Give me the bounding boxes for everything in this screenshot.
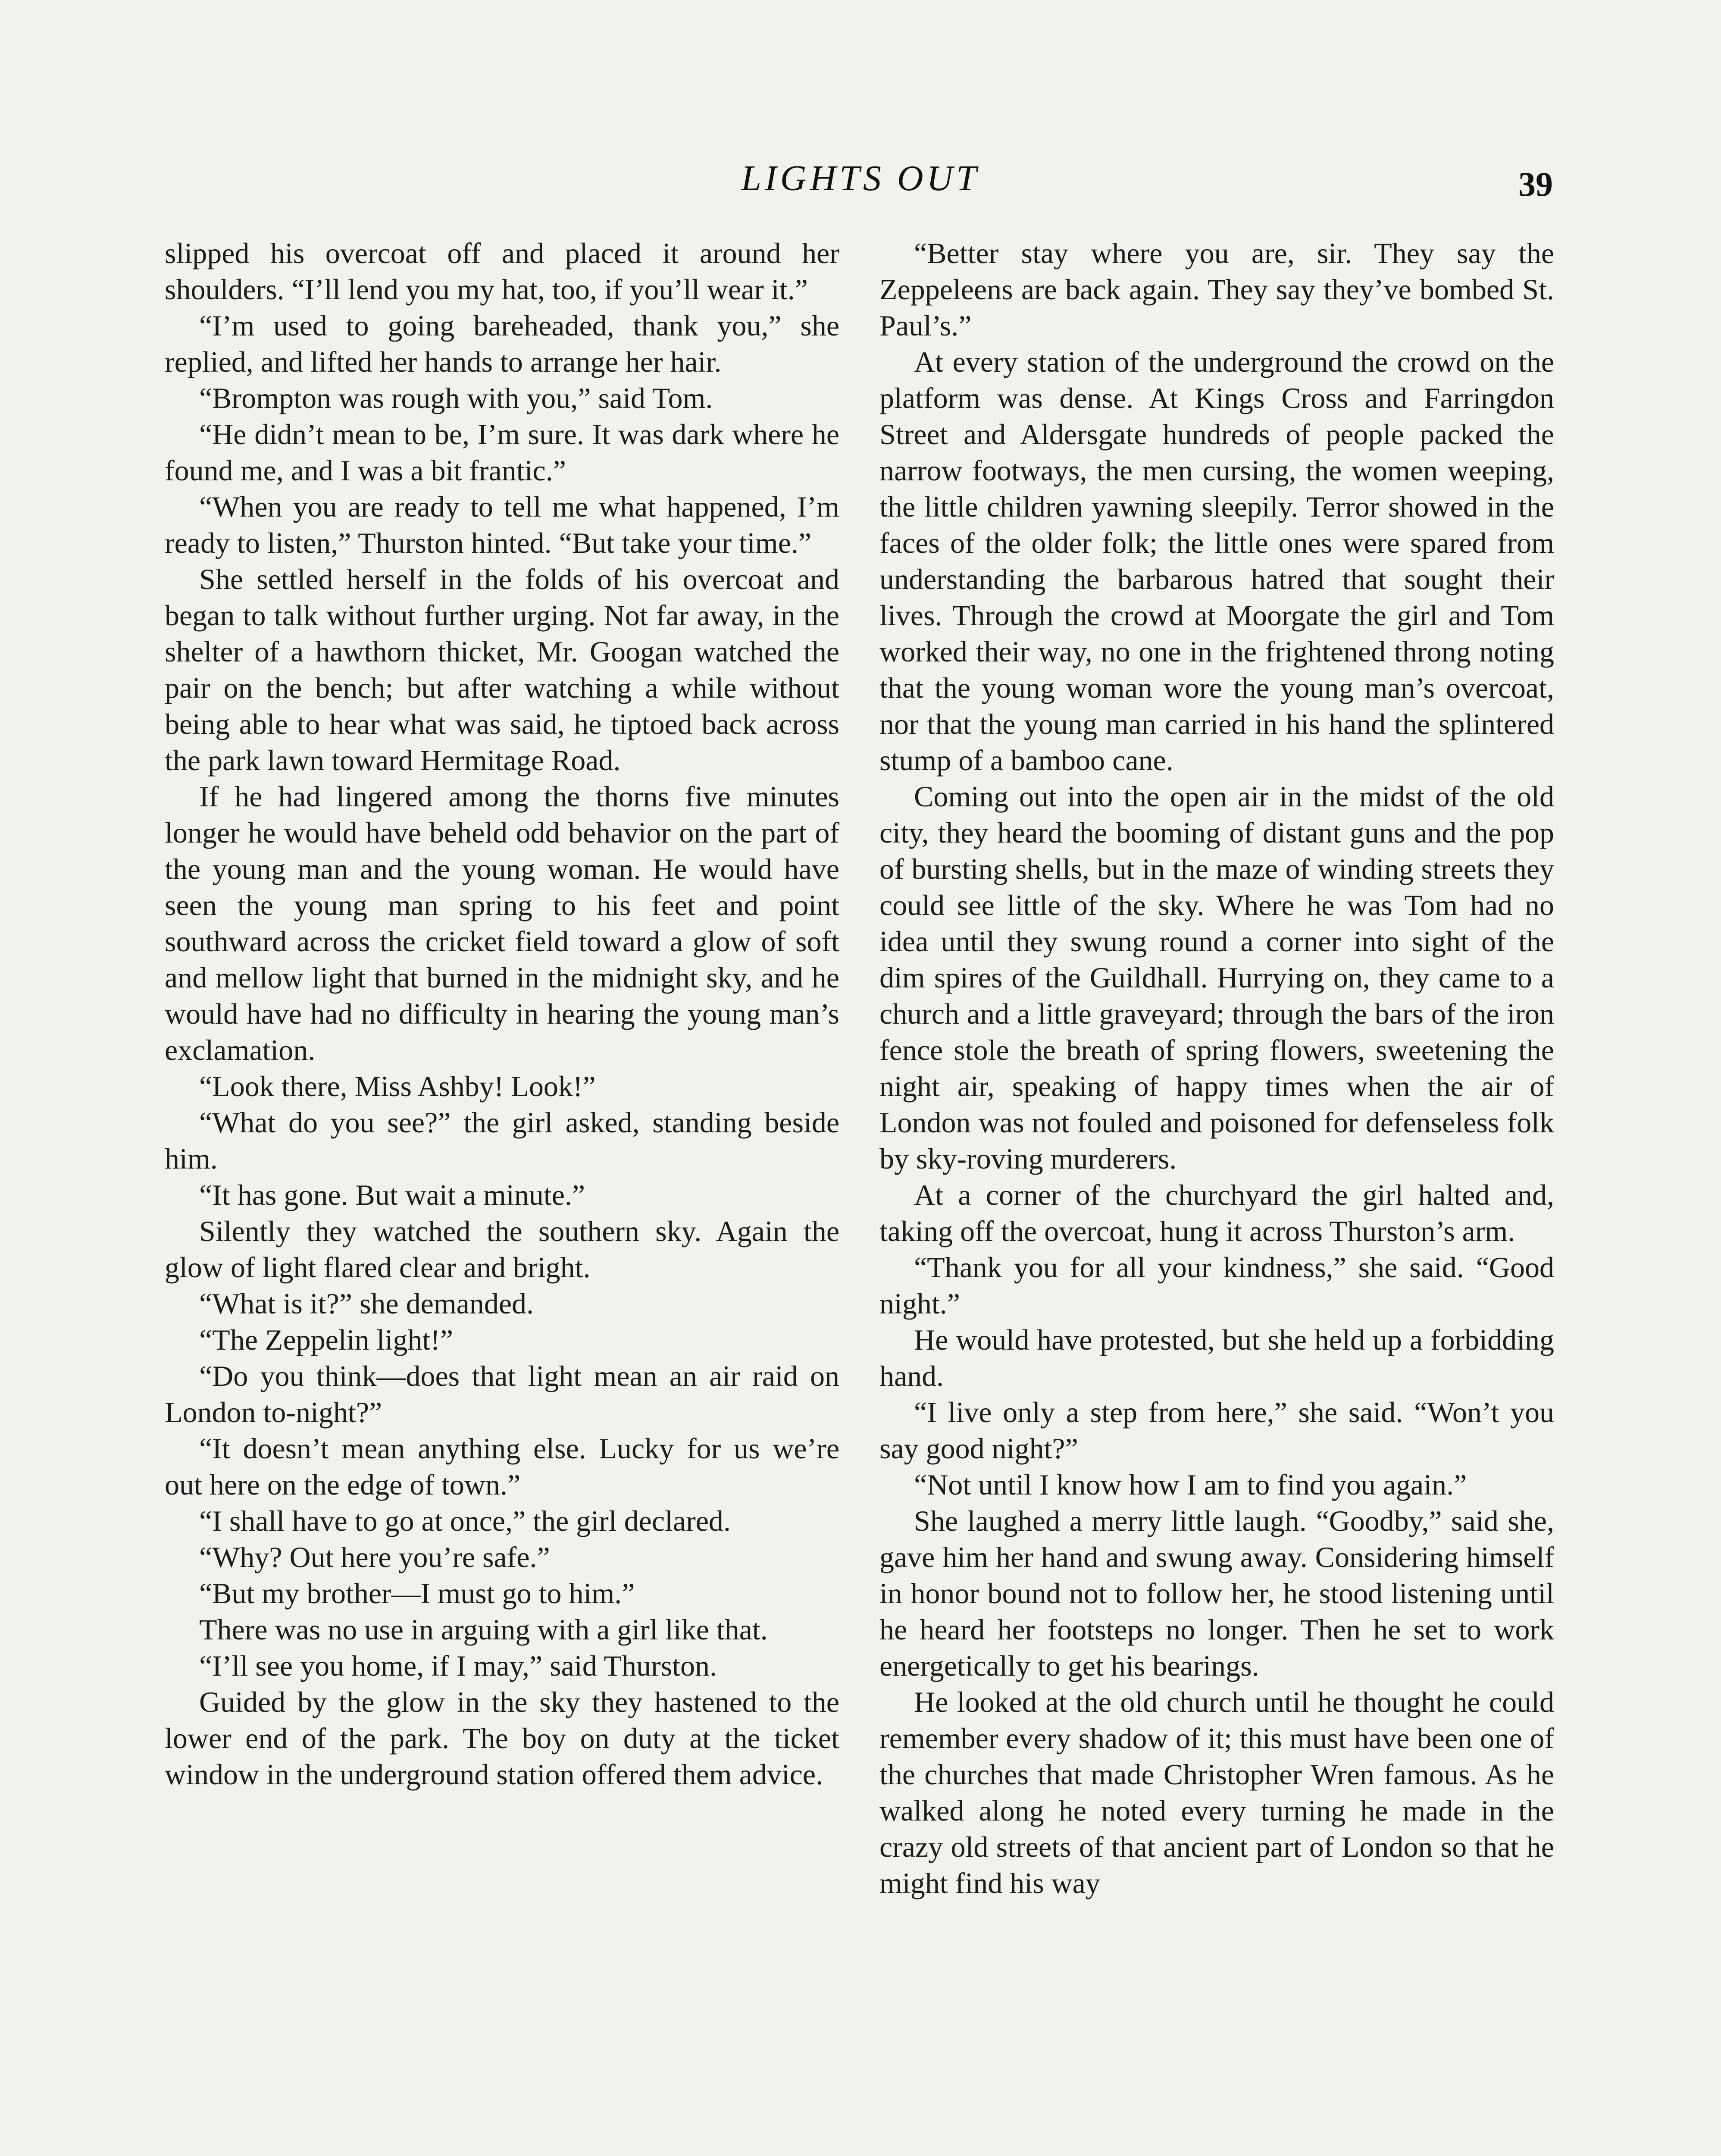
paragraph: “Brompton was rough with you,” said Tom. — [199, 382, 713, 414]
page-header — [0, 157, 1721, 205]
running-title: LIGHTS OUT — [741, 158, 980, 198]
paragraph: She settled herself in the folds of his overcoat and began to talk without further urging. Not far away, in the shelter of a hawthorn thicket, Mr. Googan watched the pair on the bench; but after watching a while without being able to hear what was said, he tiptoed back across the park lawn toward Hermitage Road. — [165, 563, 839, 777]
paragraph: slipped his overcoat off and placed it around her shoulders. “I’ll lend you my hat, too, if you’ll wear it.” — [165, 237, 839, 306]
paragraph: “I’ll see you home, if I may,” said Thurston. — [199, 1649, 717, 1682]
paragraph: “What do you see?” the girl asked, standing beside him. — [165, 1106, 839, 1175]
paragraph: “It doesn’t mean anything else. Lucky for us we’re out here on the edge of town.” — [165, 1432, 839, 1501]
paragraph: At every station of the underground the crowd on the platform was dense. At Kings Cross and Farringdon Street and Aldersgate hundreds of people packed the narrow footways, the men cursing, the women weeping, the little children yawning sleepily. Terror showed in the faces of the older folk; the little ones were spared from understanding the barbarous hatred that sought their lives. Through the crowd at Moorgate the girl and Tom worked their way, no one in the frightened throng noting that the young woman wore the young man’s overcoat, nor that the young man carried in his hand the splintered stump of a bamboo cane. — [879, 345, 1554, 777]
paragraph: Guided by the glow in the sky they hastened to the lower end of the park. The boy on duty at the ticket window in the underground station offered them advice. — [165, 1686, 839, 1791]
paragraph: Silently they watched the southern sky. Again the glow of light flared clear and bright. — [165, 1215, 839, 1284]
paragraph: “Thank you for all your kindness,” she said. “Good night.” — [879, 1251, 1554, 1320]
paragraph: There was no use in arguing with a girl like that. — [199, 1613, 768, 1646]
paragraph: “Do you think—does that light mean an air raid on London to-night?” — [165, 1360, 839, 1429]
left-column — [165, 235, 839, 2156]
paragraph: “Look there, Miss Ashby! Look!” — [199, 1070, 596, 1103]
paragraph: She laughed a merry little laugh. “Goodby,” said she, gave him her hand and swung away. Considering himself in honor bound not to follow her, he stood listening until he heard her footsteps no longer. Then he set to work energetically to get his bearings. — [879, 1504, 1554, 1682]
paragraph: “When you are ready to tell me what happened, I’m ready to listen,” Thurston hinted. “But take your time.” — [165, 490, 839, 559]
paragraph: Coming out into the open air in the midst of the old city, they heard the booming of distant guns and the pop of bursting shells, but in the maze of winding streets they could see little of the sky. Where he was Tom had no idea until they swung round a corner into sight of the dim spires of the Guildhall. Hurrying on, they came to a church and a little graveyard; through the bars of the iron fence stole the breath of spring flowers, sweetening the night air, speaking of happy times when the air of London was not fouled and poisoned for defenseless folk by sky-roving murderers. — [879, 780, 1554, 1175]
paragraph: “What is it?” she demanded. — [199, 1287, 534, 1320]
paragraph: “The Zeppelin light!” — [199, 1323, 454, 1356]
paragraph: “Why? Out here you’re safe.” — [199, 1541, 550, 1573]
paragraph: He looked at the old church until he thought he could remember every shadow of it; this must have been one of the churches that made Christopher Wren famous. As he walked along he noted every turning he made in the crazy old streets of that ancient part of London so that he might find his way — [879, 1686, 1554, 1899]
paragraph: “I live only a step from here,” she said. “Won’t you say good night?” — [879, 1396, 1554, 1465]
paragraph: “He didn’t mean to be, I’m sure. It was dark where he found me, and I was a bit frantic.” — [165, 418, 839, 487]
paragraph: “Not until I know how I am to find you again.” — [914, 1468, 1467, 1501]
paragraph: At a corner of the churchyard the girl halted and, taking off the overcoat, hung it across Thurston’s arm. — [879, 1178, 1554, 1247]
paragraph: “I’m used to going bareheaded, thank you,” she replied, and lifted her hands to arrange her hair. — [165, 309, 839, 378]
paragraph: “It has gone. But wait a minute.” — [199, 1178, 585, 1211]
right-column — [879, 235, 1554, 2156]
paragraph: He would have protested, but she held up a forbidding hand. — [879, 1323, 1554, 1392]
paragraph: If he had lingered among the thorns five minutes longer he would have beheld odd behavior on the part of the young man and the young woman. He would have seen the young man spring to his feet and point southward across the cricket field toward a glow of soft and mellow light that burned in the midnight sky, and he would have had no difficulty in hearing the young man’s exclamation. — [165, 780, 839, 1066]
page-number: 39 — [1518, 166, 1553, 204]
paragraph: “But my brother—I must go to him.” — [199, 1577, 635, 1610]
paragraph: “Better stay where you are, sir. They say the Zeppeleens are back again. They say they’ve bombed St. Paul’s.” — [879, 237, 1554, 342]
paragraph: “I shall have to go at once,” the girl declared. — [199, 1504, 731, 1537]
